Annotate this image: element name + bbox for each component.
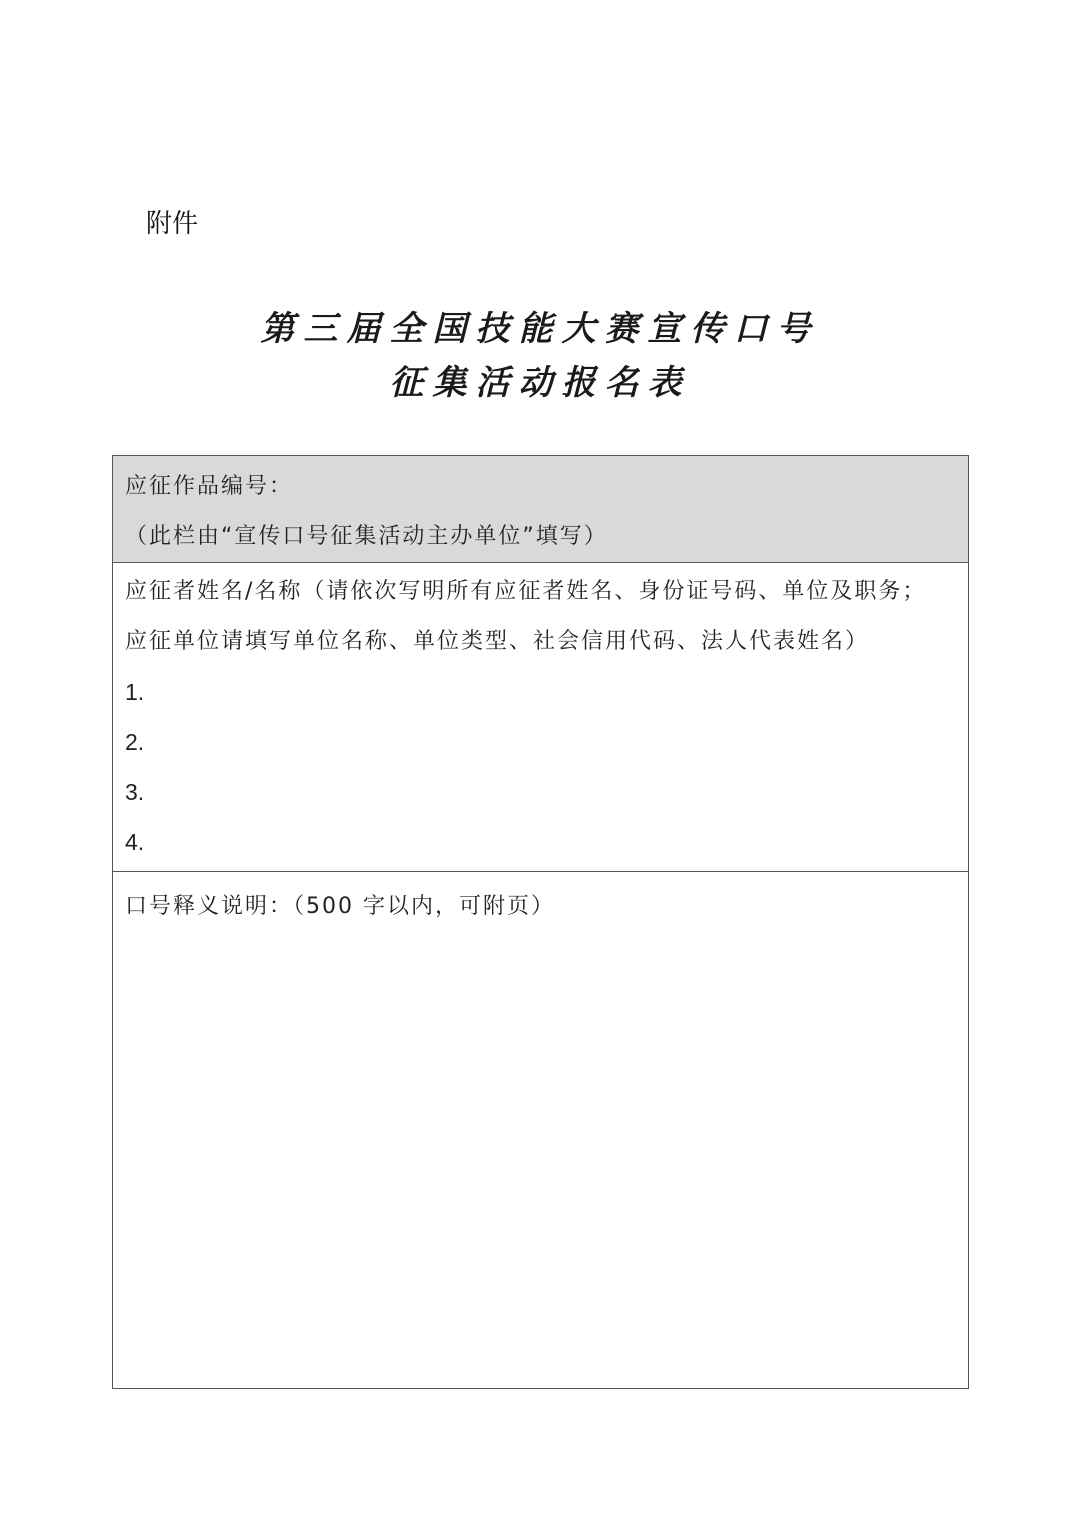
slogan-explanation-label: 口号释义说明：（500 字以内，可附页）	[125, 894, 555, 919]
applicant-entry-1[interactable]: 1.	[125, 679, 145, 705]
entry-number-cell[interactable]	[113, 456, 969, 563]
title-line-2: 征集活动报名表	[389, 363, 691, 403]
applicant-entry-4[interactable]: 4.	[125, 829, 145, 855]
applicant-cell[interactable]	[113, 563, 969, 872]
entry-number-note: （此栏由“宣传口号征集活动主办单位”填写）	[125, 524, 608, 549]
entry-number-row	[113, 456, 969, 563]
applicant-entry-2[interactable]: 2.	[125, 729, 145, 755]
slogan-explanation-row	[113, 872, 969, 1389]
attachment-label: 附件	[146, 209, 199, 239]
applicant-instruction-2: 应征单位请填写单位名称、单位类型、社会信用代码、法人代表姓名）	[125, 629, 870, 654]
title-line-1: 第三届全国技能大赛宣传口号	[260, 309, 820, 349]
registration-form-table	[112, 455, 969, 1389]
slogan-explanation-cell[interactable]	[113, 872, 969, 1389]
applicant-entry-3[interactable]: 3.	[125, 779, 145, 805]
applicant-instruction-1: 应征者姓名/名称（请依次写明所有应征者姓名、身份证号码、单位及职务；	[125, 579, 927, 604]
entry-number-label: 应征作品编号：	[125, 474, 294, 499]
form-title	[0, 302, 1080, 410]
applicant-row	[113, 563, 969, 872]
